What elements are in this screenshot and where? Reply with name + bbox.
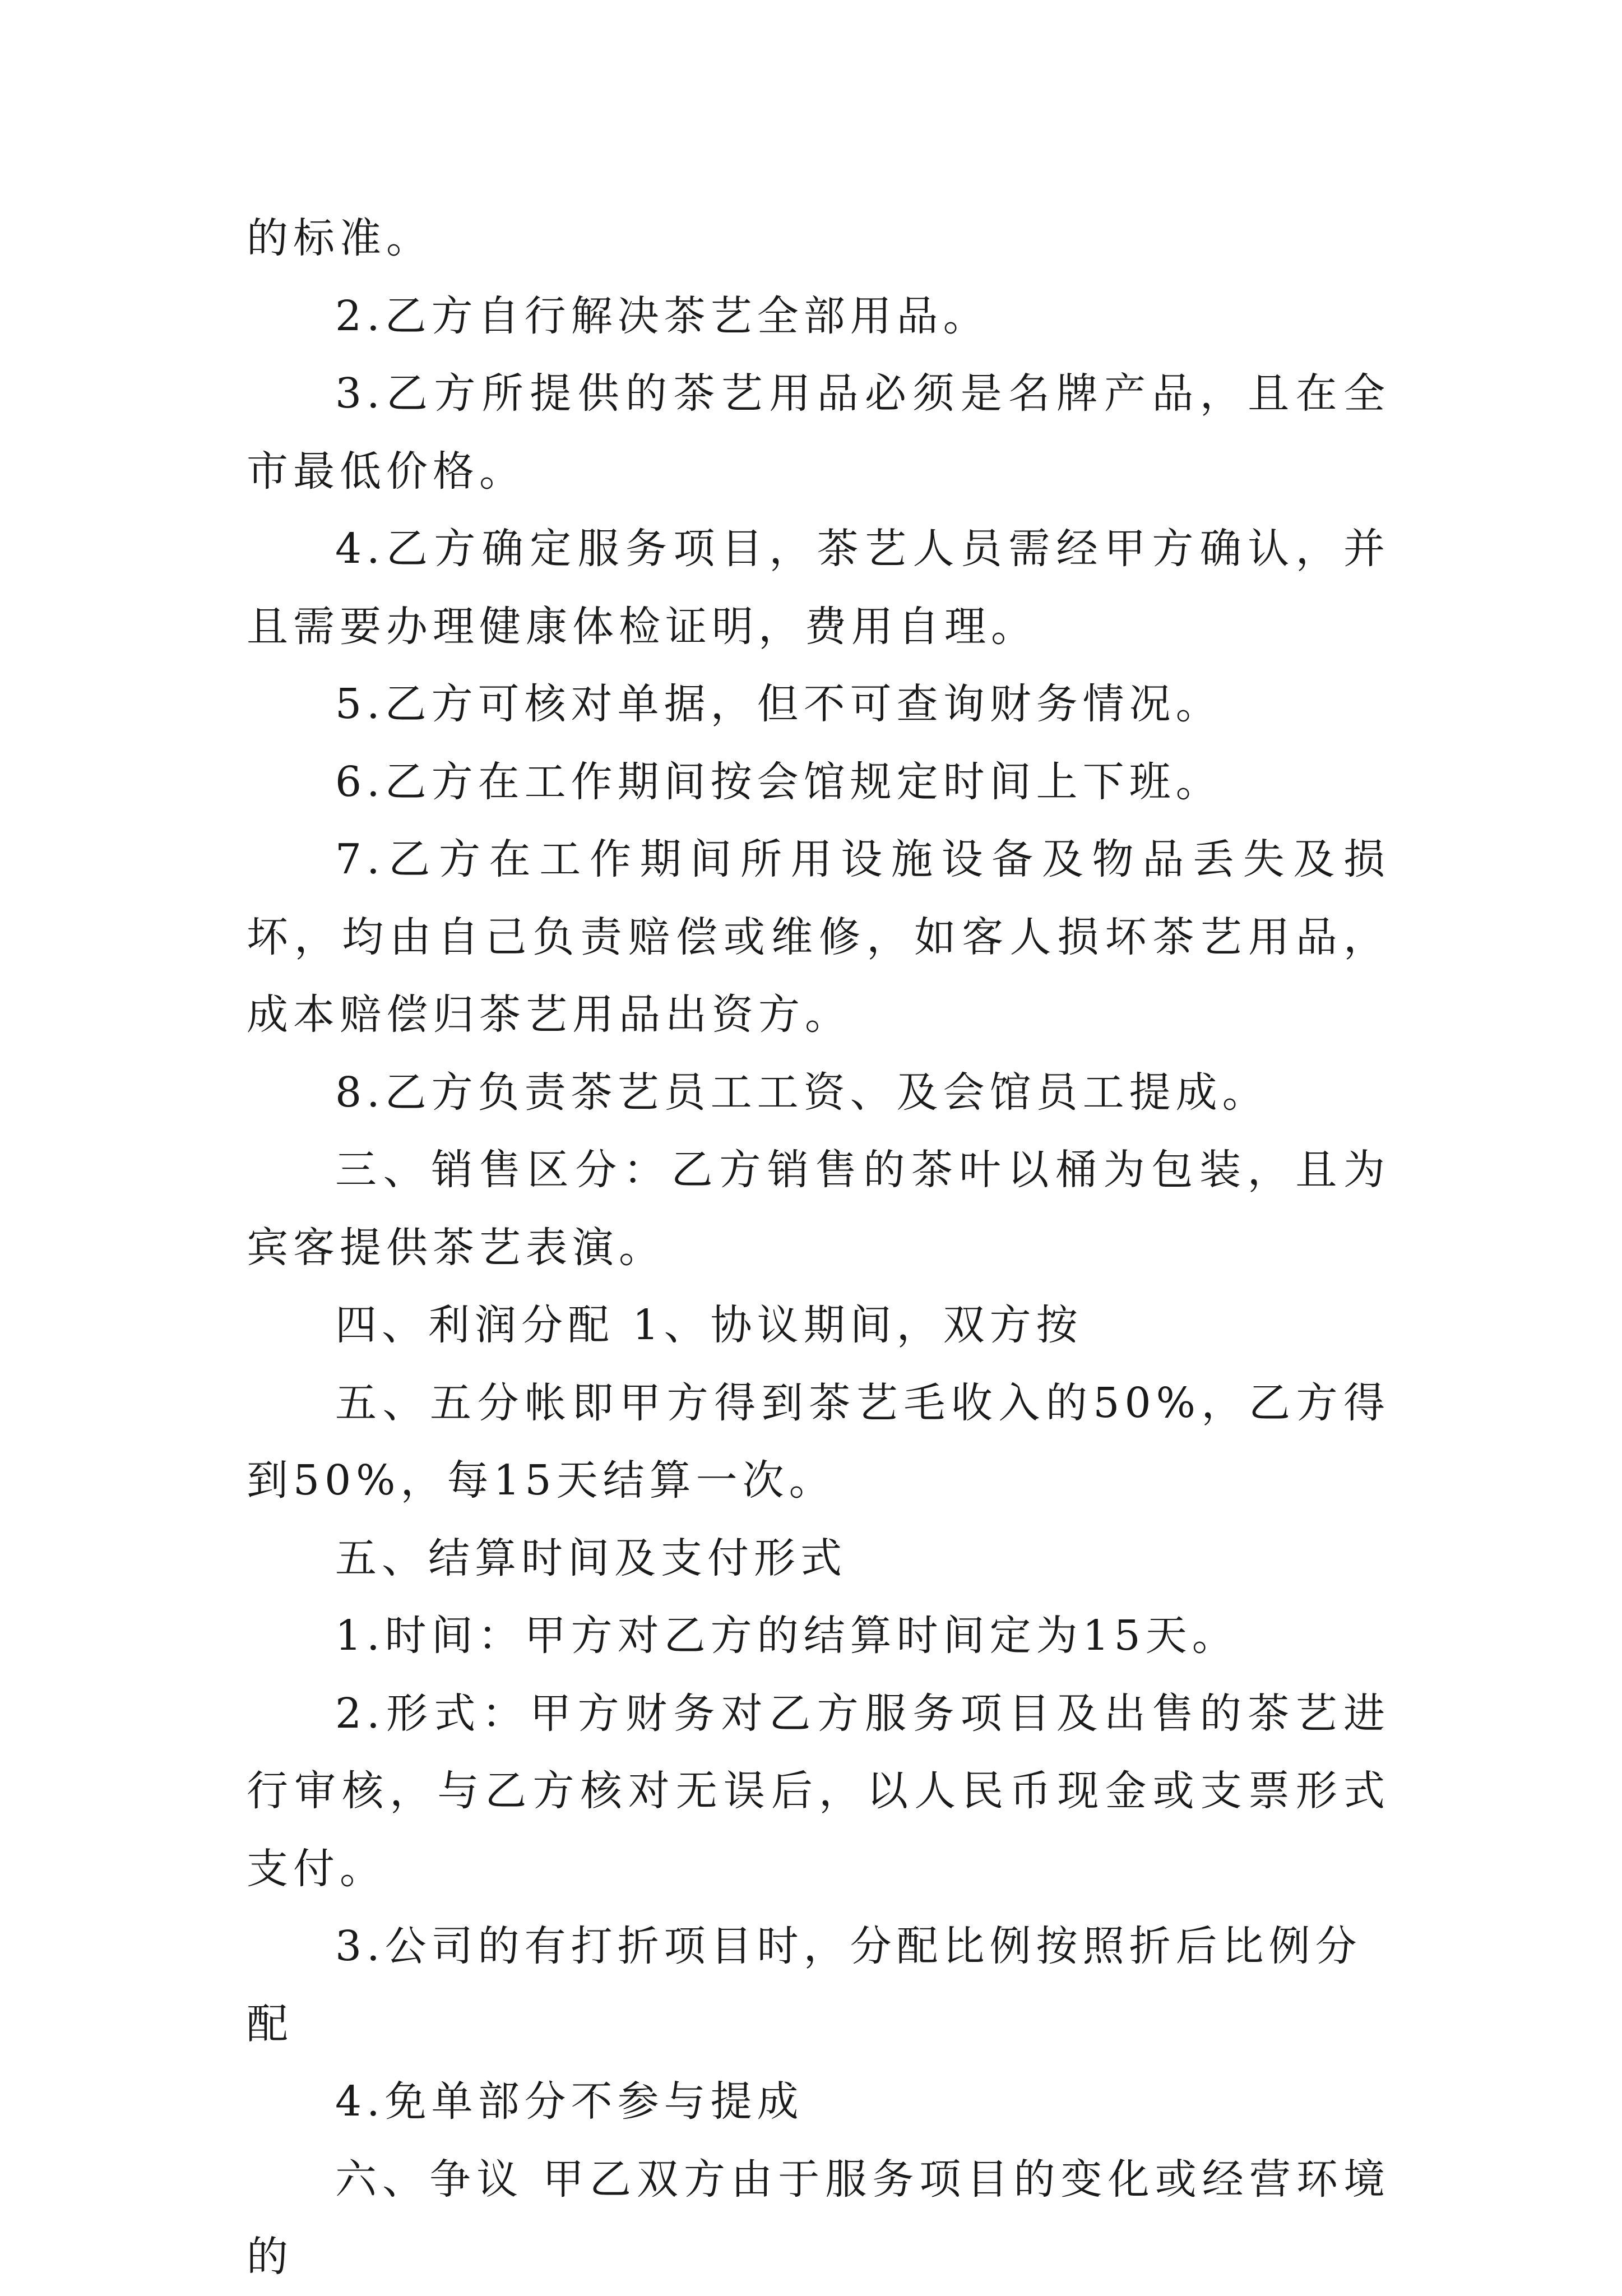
paragraph-profit-split: 五、五分帐即甲方得到茶艺毛收入的50%，乙方得到50%，每15天结算一次。 [247, 1378, 1390, 1505]
paragraph-item-5: 5.乙方可核对单据，但不可查询财务情况。 [335, 680, 1222, 728]
paragraph-continuation: 的标准。 [247, 214, 433, 262]
section-sales-distinction: 三、销售区分：乙方销售的茶叶以桶为包装，且为宾客提供茶艺表演。 [247, 1146, 1390, 1272]
paragraph-item-7: 7.乙方在工作期间所用设施设备及物品丢失及损坏，均由自己负责赔偿或维修，如客人损坏茶艺用品，成本赔偿归茶艺用品出资方。 [247, 835, 1390, 1039]
section-settlement-heading: 五、结算时间及支付形式 [335, 1534, 847, 1582]
paragraph-item-6: 6.乙方在工作期间按会馆规定时间上下班。 [335, 757, 1222, 806]
document-body [247, 200, 1390, 2296]
paragraph-item-8: 8.乙方负责茶艺员工工资、及会馆员工提成。 [335, 1068, 1269, 1117]
paragraph-free-order-rule: 4.免单部分不参与提成 [335, 2077, 804, 2126]
paragraph-item-2: 2.乙方自行解决茶艺全部用品。 [335, 291, 990, 340]
paragraph-item-4: 4.乙方确定服务项目，茶艺人员需经甲方确认，并且需要办理健康体检证明，费用自理。 [247, 525, 1390, 651]
section-dispute: 六、争议 甲乙双方由于服务项目的变化或经营环境的 [247, 2155, 1390, 2281]
paragraph-item-3: 3.乙方所提供的茶艺用品必须是名牌产品，且在全市最低价格。 [247, 369, 1390, 496]
paragraph-settlement-form: 2.形式：甲方财务对乙方服务项目及出售的茶艺进行审核，与乙方核对无误后，以人民币现金或支票形式支付。 [247, 1689, 1390, 1893]
paragraph-discount-rule: 3.公司的有打折项目时，分配比例按照折后比例分配 [247, 1922, 1362, 2048]
section-profit-distribution: 四、利润分配 1、协议期间，双方按 [335, 1301, 1083, 1349]
paragraph-settlement-time: 1.时间：甲方对乙方的结算时间定为15天。 [335, 1612, 1239, 1660]
